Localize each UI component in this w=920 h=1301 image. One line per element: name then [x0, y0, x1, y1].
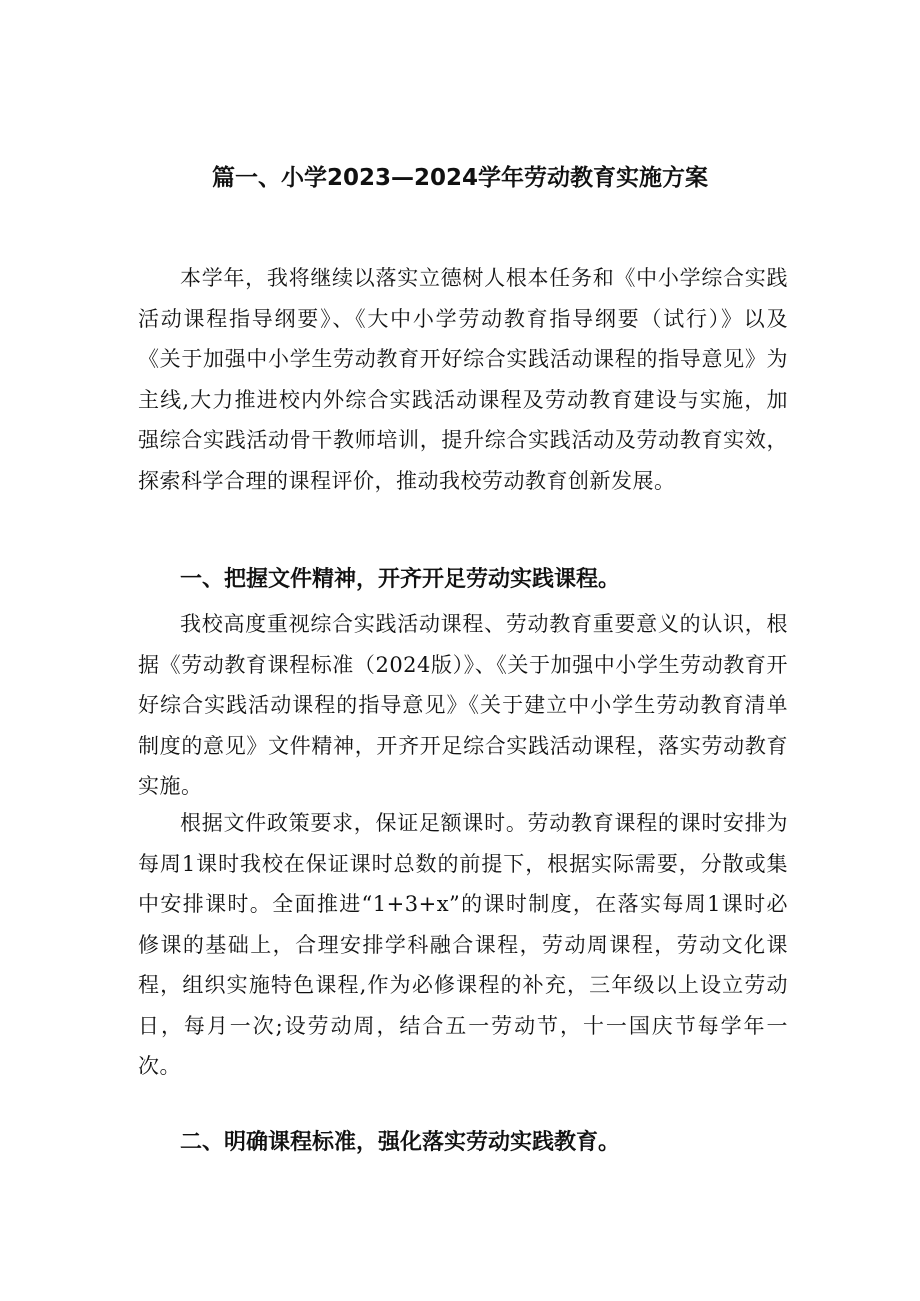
- section-1-heading: 一、把握文件精神，开齐开足劳动实践课程。: [180, 567, 621, 592]
- section-1-paragraph-2: 根据文件政策要求，保证足额课时。劳动教育课程的课时安排为每周1课时我校在保证课时总数的前提下，根据实际需要，分散或集中安排课时。全面推进“1+3+x”的课时制度，在落实每周1课时必修课的基础上，合理安排学科融合课程，劳动周课程，劳动文化课程，组织实施特色课程,作为必修课程的补充，三年级以上设立劳动日，每月一次;设劳动周，结合五一劳动节，十一国庆节每学年一次。: [138, 811, 788, 1078]
- document-title: 篇一、小学2023—2024学年劳动教育实施方案: [211, 165, 709, 191]
- intro-paragraph: 本学年，我将继续以落实立德树人根本任务和《中小学综合实践活动课程指导纲要》、《大中小学劳动教育指导纲要（试行）》以及《关于加强中小学生劳动教育开好综合实践活动课程的指导意见》为主线,大力推进校内外综合实践活动课程及劳动教育建设与实施，加强综合实践活动骨干教师培训，提升综合实践活动及劳动教育实效，探索科学合理的课程评价，推动我校劳动教育创新发展。: [138, 266, 788, 493]
- section-1-paragraph-1: 我校高度重视综合实践活动课程、劳动教育重要意义的认识，根据《劳动教育课程标准（2024版）》、《关于加强中小学生劳动教育开好综合实践活动课程的指导意见》《关于建立中小学生劳动教育清单制度的意见》文件精神，开齐开足综合实践活动课程，落实劳动教育实施。: [138, 612, 788, 798]
- section-2-heading: 二、明确课程标准，强化落实劳动实践教育。: [180, 1130, 621, 1155]
